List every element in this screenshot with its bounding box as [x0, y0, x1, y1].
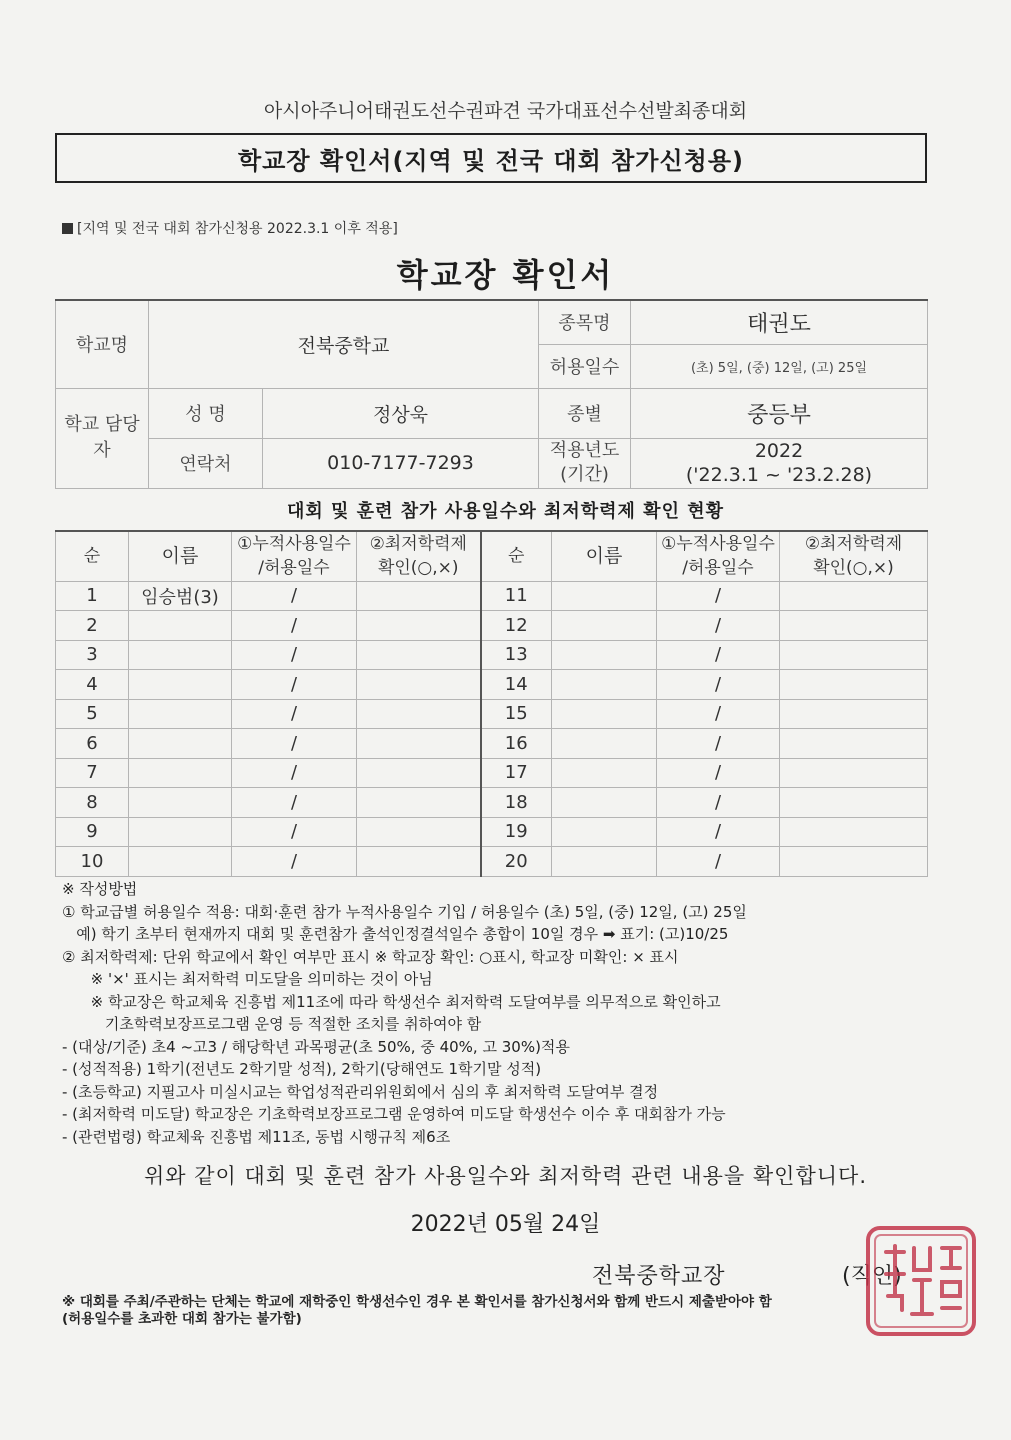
table-row [56, 729, 928, 759]
row-days: / [232, 670, 357, 700]
method-lines [62, 901, 942, 1149]
year-value: 2022 [754, 440, 804, 462]
row-number: 3 [56, 640, 129, 670]
row-days: / [657, 729, 780, 759]
method-line: - (대상/기준) 초4 ~고3 / 해당학년 과목평균(초 50%, 중 40%, 고 30%)적용 [62, 1037, 570, 1056]
row-check [780, 729, 928, 759]
row-check [357, 611, 481, 641]
footer-note [62, 1294, 952, 1328]
sport-value: 태권도 [631, 300, 928, 344]
method-line: ② 최저학력제: 단위 학교에서 확인 여부만 표시 ※ 학교장 확인: ○표시, 학교장 미확인: × 표시 [62, 947, 679, 966]
row-name [129, 670, 232, 700]
row-check [357, 699, 481, 729]
row-check [357, 670, 481, 700]
allowed-days-label: 허용일수 [539, 344, 631, 388]
row-number: 18 [481, 788, 552, 818]
contact-label: 연락처 [149, 438, 263, 488]
row-name [129, 817, 232, 847]
footer-line-1: ※ 대회를 주최/주관하는 단체는 학교에 재학중인 학생선수인 경우 본 확인서를 참가신청서와 함께 반드시 제출받아야 함 [62, 1294, 772, 1310]
table-row [56, 847, 928, 877]
row-name [552, 817, 657, 847]
row-days: / [657, 581, 780, 611]
row-days: / [232, 729, 357, 759]
square-bullet-icon [62, 223, 73, 234]
row-days: / [232, 640, 357, 670]
row-check [780, 758, 928, 788]
row-number: 19 [481, 817, 552, 847]
seal-label: (직인) [842, 1264, 902, 1289]
name-label: 성 명 [149, 388, 263, 438]
row-days: / [232, 758, 357, 788]
row-days: / [657, 788, 780, 818]
row-check [357, 581, 481, 611]
row-name [129, 788, 232, 818]
category-value: 중등부 [631, 388, 928, 438]
row-days: / [657, 670, 780, 700]
row-check [780, 699, 928, 729]
header-check: ②최저학력제 확인(○,×) [780, 531, 928, 581]
header-check: ②최저학력제 확인(○,×) [357, 531, 481, 581]
table-row [56, 581, 928, 611]
row-number: 16 [481, 729, 552, 759]
row-check [780, 817, 928, 847]
row-number: 10 [56, 847, 129, 877]
school-info-table [55, 299, 928, 489]
period-value: ('22.3.1 ~ '23.2.28) [685, 464, 873, 486]
row-number: 6 [56, 729, 129, 759]
row-days: / [232, 611, 357, 641]
sport-label: 종목명 [539, 300, 631, 344]
row-name: 임승범(3) [129, 581, 232, 611]
row-number: 17 [481, 758, 552, 788]
row-name [552, 847, 657, 877]
table-title: 대회 및 훈련 참가 사용일수와 최저학력제 확인 현황 [286, 501, 724, 522]
footer-line-2: (허용일수를 초과한 대회 참가는 불가함) [62, 1311, 302, 1327]
row-check [357, 788, 481, 818]
boxed-title: 학교장 확인서(지역 및 전국 대회 참가신청용) [55, 133, 927, 183]
event-title: 아시아주니어태권도선수권파견 국가대표선수선발최종대회 [263, 100, 748, 122]
row-name [552, 788, 657, 818]
method-line: - (성적적용) 1학기(전년도 2학기말 성적), 2학기(당해연도 1학기말 성적) [62, 1060, 542, 1078]
method-line: 기초학력보장프로그램 운영 등 적절한 조치를 취하여야 함 [62, 1015, 482, 1033]
method-line: ※ '×' 표시는 최저학력 미도달을 의미하는 것이 아님 [62, 970, 433, 988]
row-name [129, 758, 232, 788]
table-row [56, 817, 928, 847]
row-number: 4 [56, 670, 129, 700]
row-days: / [232, 788, 357, 818]
method-line: ※ 학교장은 학교체육 진흥법 제11조에 따라 학생선수 최저학력 도달여부를 의무적으로 확인하고 [62, 992, 721, 1011]
header-name: 이름 [552, 531, 657, 581]
row-number: 11 [481, 581, 552, 611]
method-title: ※ 작성방법 [62, 880, 138, 898]
row-number: 7 [56, 758, 129, 788]
row-number: 15 [481, 699, 552, 729]
row-check [357, 729, 481, 759]
table-row [56, 699, 928, 729]
row-name [552, 758, 657, 788]
row-number: 2 [56, 611, 129, 641]
row-days: / [657, 758, 780, 788]
row-name [129, 640, 232, 670]
row-check [780, 788, 928, 818]
row-name [129, 699, 232, 729]
table-row [56, 640, 928, 670]
manager-label: 학교 담당자 [56, 388, 149, 488]
document-title: 학교장 확인서 [396, 256, 615, 294]
row-check [780, 611, 928, 641]
year-label: 적용년도 (기간) [539, 438, 631, 488]
applicability-note: [지역 및 전국 대회 참가신청용 2022.3.1 이후 적용] [62, 218, 398, 238]
row-name [552, 611, 657, 641]
row-days: / [232, 581, 357, 611]
row-days: / [232, 817, 357, 847]
table-row [56, 670, 928, 700]
row-number: 5 [56, 699, 129, 729]
method-line: - (최저학력 미도달) 학교장은 기초학력보장프로그램 운영하여 미도달 학생선수 이수 후 대회참가 가능 [62, 1105, 726, 1123]
row-number: 14 [481, 670, 552, 700]
row-days: / [657, 847, 780, 877]
method-line: - (관련법령) 학교체육 진흥법 제11조, 동법 시행규칙 제6조 [62, 1127, 451, 1146]
row-number: 1 [56, 581, 129, 611]
category-label: 종별 [539, 388, 631, 438]
method-line: ① 학교급별 허용일수 적용: 대회·훈련 참가 누적사용일수 기입 / 허용일수 (초) 5일, (중) 12일, (고) 25일 [62, 902, 747, 921]
year-cell [631, 438, 928, 488]
row-number: 8 [56, 788, 129, 818]
row-name [552, 729, 657, 759]
confirmation-text: 위와 같이 대회 및 훈련 참가 사용일수와 최저학력 관련 내용을 확인합니다. [143, 1164, 867, 1188]
participation-table [55, 530, 928, 877]
table-row [56, 788, 928, 818]
row-name [552, 640, 657, 670]
header-no: 순 [481, 531, 552, 581]
header-name: 이름 [129, 531, 232, 581]
row-number: 13 [481, 640, 552, 670]
allowed-days-value: (초) 5일, (중) 12일, (고) 25일 [631, 344, 928, 388]
row-name [129, 611, 232, 641]
row-name [552, 581, 657, 611]
row-number: 20 [481, 847, 552, 877]
table-row [56, 758, 928, 788]
name-value: 정상욱 [263, 388, 539, 438]
row-days: / [657, 640, 780, 670]
row-number: 12 [481, 611, 552, 641]
row-days: / [232, 699, 357, 729]
header-no: 순 [56, 531, 129, 581]
row-days: / [657, 817, 780, 847]
method-line: 예) 학기 초부터 현재까지 대회 및 훈련참가 출석인정결석일수 총합이 10일 경우 ➡ 표기: (고)10/25 [62, 925, 729, 943]
header-days: ①누적사용일수 /허용일수 [657, 531, 780, 581]
table-row [56, 611, 928, 641]
row-check [357, 847, 481, 877]
row-check [357, 640, 481, 670]
writing-method [62, 878, 942, 1148]
row-name [552, 699, 657, 729]
contact-value: 010-7177-7293 [263, 438, 539, 488]
method-line: - (초등학교) 지필고사 미실시교는 학업성적관리위원회에서 심의 후 최저학력 도달여부 결정 [62, 1082, 659, 1101]
school-value: 전북중학교 [149, 300, 539, 388]
row-check [780, 581, 928, 611]
row-name [552, 670, 657, 700]
row-check [357, 817, 481, 847]
confirmation-date: 2022년 05월 24일 [410, 1212, 601, 1237]
row-days: / [657, 611, 780, 641]
row-name [129, 847, 232, 877]
row-days: / [657, 699, 780, 729]
school-label: 학교명 [56, 300, 149, 388]
row-check [780, 640, 928, 670]
row-check [357, 758, 481, 788]
signer-name: 전북중학교장 [592, 1264, 726, 1289]
row-days: / [232, 847, 357, 877]
header-days: ①누적사용일수 /허용일수 [232, 531, 357, 581]
row-name [129, 729, 232, 759]
row-check [780, 847, 928, 877]
row-number: 9 [56, 817, 129, 847]
row-check [780, 670, 928, 700]
